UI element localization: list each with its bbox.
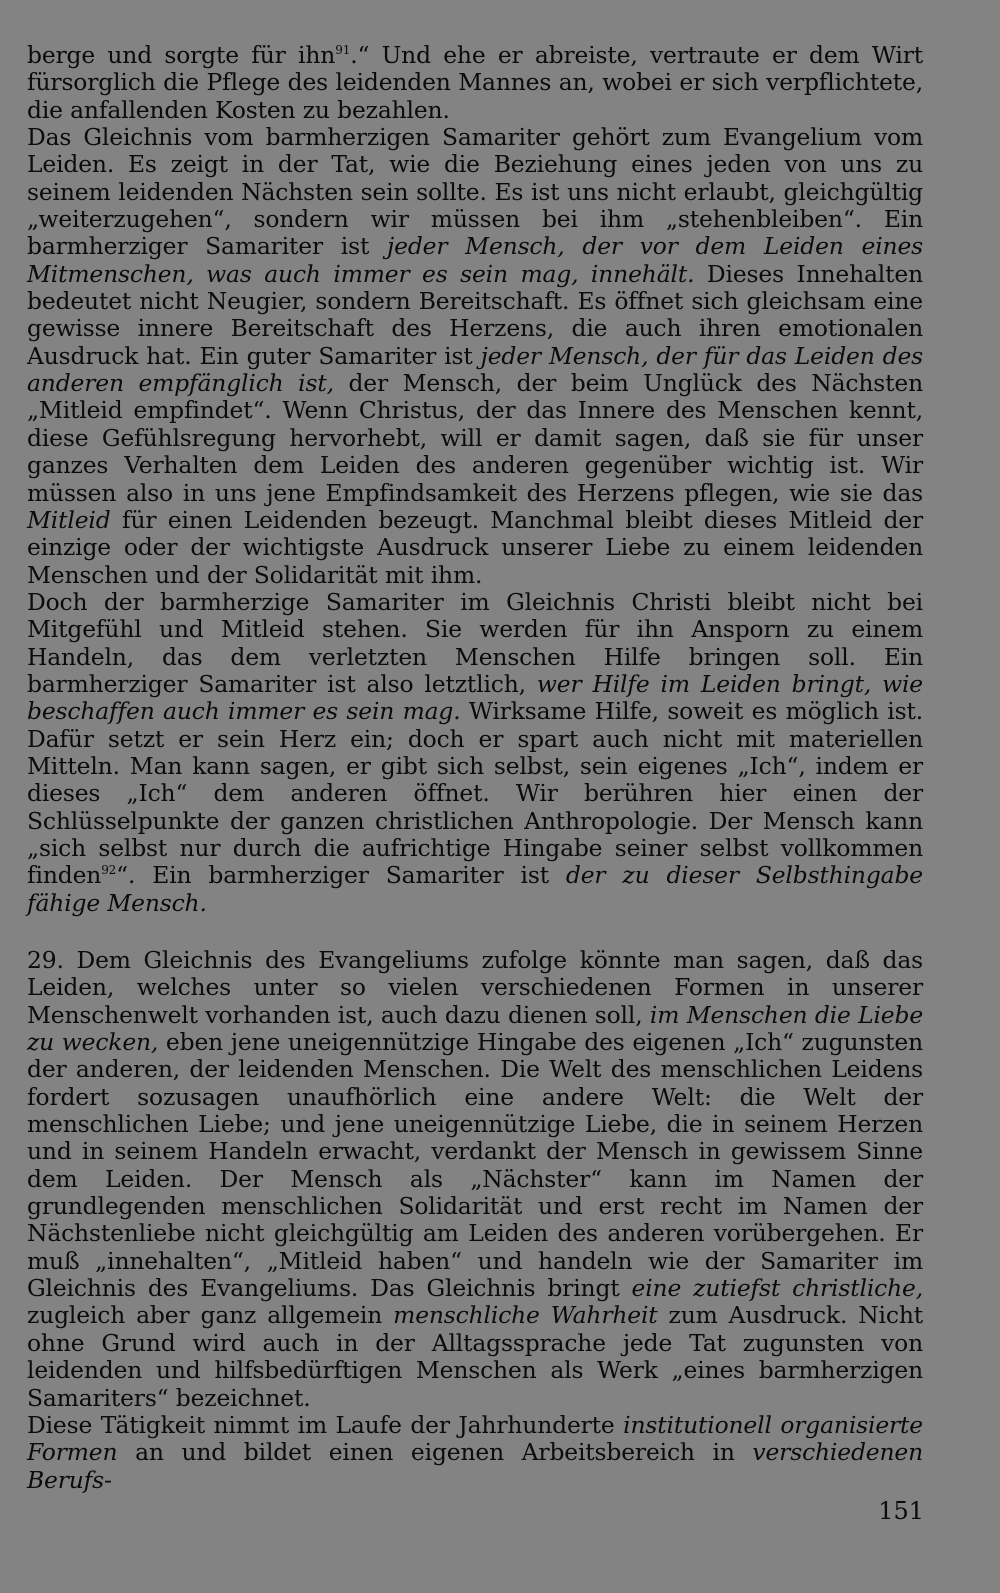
emphasis-text: menschliche Wahrheit bbox=[393, 1301, 658, 1330]
emphasis-text: jeder Mensch, der für das Leiden des anderen empfänglich ist, bbox=[27, 341, 923, 398]
text-run: eben jene uneigennützige Hingabe des eigenen „Ich“ zugunsten der anderen, der leidenden Menschen. Die Welt des menschlichen Leidens fordert sozusagen unaufhörlich eine andere Welt: die Welt der menschlichen Liebe; und jene uneigennützige Liebe, die in seinem Herzen und in seinem Handeln erwacht, verdankt der Mensch in gewissem Sinne dem Leiden. Der Mensch als „Nächster“ kann im Namen der grundlegenden menschlichen Solidarität und erst recht im Namen der Nächstenliebe nicht gleichgültig am Leiden des anderen vorübergehen. Er muß „innehalten“, „Mitleid haben“ und handeln wie der Samariter im Gleichnis des Evangeliums. Das Gleichnis bringt bbox=[27, 1028, 923, 1303]
footnote-ref: 91 bbox=[335, 43, 351, 58]
emphasis-text: verschiedenen Berufs- bbox=[27, 1438, 923, 1494]
text-run: “. Ein barmherziger Samariter ist bbox=[116, 861, 566, 890]
text-run: zugleich aber ganz allgemein bbox=[27, 1301, 394, 1330]
text-run: Wirksame Hilfe, soweit es möglich ist. Dafür setzt er sein Herz ein; doch er spart auch nicht mit materiellen Mitteln. Man kann sagen, er gibt sich selbst, sein eigenes „Ich“, indem er dieses „Ich“ dem anderen öffnet. Wir berühren hier einen der Schlüsselpunkte der ganzen christlichen Anthropologie. Der Mensch kann „sich selbst nur durch die aufrichtige Hingabe seiner selbst vollkommen finden bbox=[27, 697, 923, 890]
text-run: berge und sorgte für ihn bbox=[27, 41, 336, 69]
text-run: Doch der barmherzige Samariter im Gleichnis Christi bleibt nicht bei Mitgefühl und Mitleid stehen. Sie werden für ihn Ansporn zu einem Handeln, das dem verletzten Menschen Hilfe bringen soll. Ein barmherziger Samariter ist also letztlich, bbox=[27, 587, 923, 698]
paragraph bbox=[27, 124, 923, 589]
text-run: 29. Dem Gleichnis des Evangeliums zufolge könnte man sagen, daß das Leiden, welches unter so vielen verschiedenen Formen in unserer Menschenwelt vorhanden ist, auch dazu dienen soll, bbox=[27, 946, 923, 1029]
text-block-top bbox=[27, 42, 923, 917]
emphasis-text: wer Hilfe im Leiden bringt, wie beschaffen auch immer es sein mag. bbox=[27, 669, 924, 726]
text-run: Diese Tätigkeit nimmt im Laufe der Jahrhunderte bbox=[27, 1410, 624, 1439]
emphasis-text: der zu dieser Selbsthingabe fähige Mensch. bbox=[27, 861, 923, 917]
emphasis-text: Mitleid bbox=[27, 505, 111, 534]
emphasis-text: eine zutiefst christliche, bbox=[631, 1274, 923, 1303]
paragraph bbox=[27, 947, 923, 1412]
paragraph bbox=[27, 589, 923, 917]
text-run: für einen Leidenden bezeugt. Manchmal bleibt dieses Mitleid der einzige oder der wichtigste Ausdruck unserer Liebe zu einem leidenden Menschen und der Solidarität mit ihm. bbox=[27, 505, 923, 589]
footnote-ref: 92 bbox=[101, 863, 117, 878]
paragraph bbox=[27, 42, 923, 124]
emphasis-text: jeder Mensch, der vor dem Leiden eines Mitmenschen, was auch immer es sein mag, innehält. bbox=[27, 232, 923, 288]
text-run: zum Ausdruck. Nicht ohne Grund wird auch in der Alltagssprache jede Tat zugunsten von leidenden und hilfsbedürftigen Menschen als Werk „eines barmherzigen Samariters“ bezeichnet. bbox=[27, 1301, 923, 1412]
paragraph bbox=[27, 1412, 923, 1494]
page-number: 151 bbox=[878, 1497, 924, 1525]
emphasis-text: institutionell organisierte Formen bbox=[27, 1410, 923, 1467]
emphasis-text: im Menschen die Liebe zu wecken, bbox=[27, 1000, 924, 1057]
text-run: Das Gleichnis vom barmherzigen Samariter gehört zum Evangelium vom Leiden. Es zeigt in der Tat, wie die Beziehung eines jeden von uns zu seinem leidenden Nächsten sein sollte. Es ist uns nicht erlaubt, gleichgültig „weiterzugehen“, sondern wir müssen bei ihm „stehenbleiben“. Ein barmherziger Samariter ist bbox=[27, 123, 923, 261]
text-run: Dieses Innehalten bedeutet nicht Neugier, sondern Bereitschaft. Es öffnet sich gleichsam eine gewisse innere Bereitschaft des Herzens, die auch ihren emotionalen Ausdruck hat. Ein guter Samariter ist bbox=[27, 259, 923, 370]
text-run: der Mensch, der beim Unglück des Nächsten „Mitleid empfindet“. Wenn Christus, der das Innere des Menschen kennt, diese Gefühlsregung hervorhebt, will er damit sagen, daß sie für unser ganzes Verhalten dem Leiden des anderen gegenüber wichtig ist. Wir müssen also in uns jene Empfindsamkeit des Herzens pflegen, wie sie das bbox=[27, 369, 923, 507]
text-run: .“ Und ehe er abreiste, vertraute er dem Wirt fürsorglich die Pflege des leidenden Mannes an, wobei er sich verpflichtete, die anfallenden Kosten zu bezahlen. bbox=[27, 41, 923, 124]
text-block-bottom bbox=[27, 947, 923, 1494]
text-run: an und bildet einen eigenen Arbeitsbereich in bbox=[117, 1438, 753, 1467]
